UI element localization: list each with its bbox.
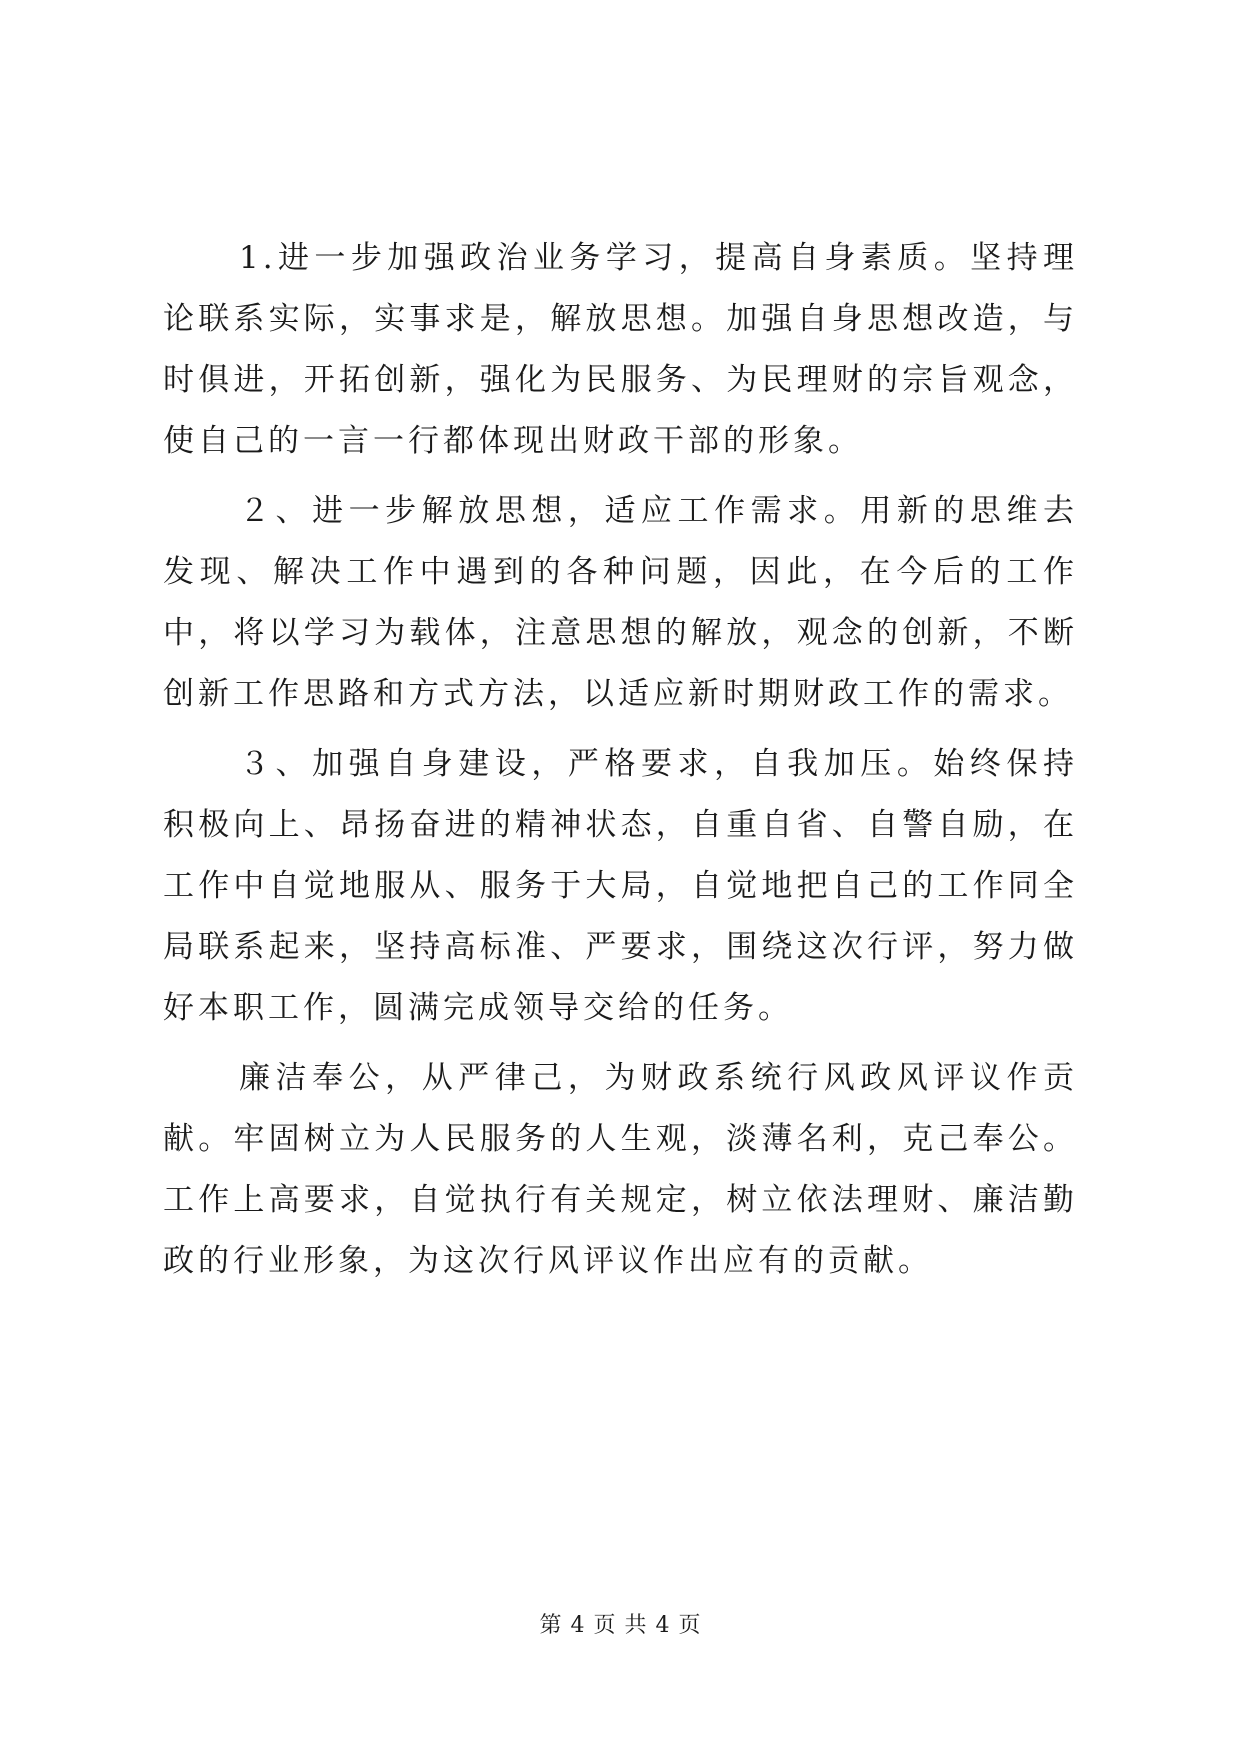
paragraph-1: 1.进一步加强政治业务学习，提高自身素质。坚持理论联系实际，实事求是，解放思想。加强自身思想改造，与时俱进，开拓创新，强化为民服务、为民理财的宗旨观念，使自己的一言一行都体现出财政干部的形象。 — [163, 240, 1078, 459]
paragraph-3: ３、加强自身建设，严格要求，自我加压。始终保持积极向上、昂扬奋进的精神状态，自重自省、自警自励，在工作中自觉地服从、服务于大局，自觉地把自己的工作同全局联系起来，坚持高标准、严要求，围绕这次行评，努力做好本职工作，圆满完成领导交给的任务。 — [163, 746, 1078, 1026]
paragraph-4: 廉洁奉公，从严律己，为财政系统行风政风评议作贡献。牢固树立为人民服务的人生观，淡薄名利，克己奉公。工作上高要求，自觉执行有关规定，树立依法理财、廉洁勤政的行业形象，为这次行风评议作出应有的贡献。 — [163, 1060, 1078, 1279]
paragraph-2: ２、进一步解放思想，适应工作需求。用新的思维去发现、解决工作中遇到的各种问题，因此，在今后的工作中，将以学习为载体，注意思想的解放，观念的创新，不断创新工作思路和方式方法，以适应新时期财政工作的需求。 — [163, 493, 1078, 712]
page-number-footer: 第 4 页 共 4 页 — [539, 1613, 702, 1638]
document-body — [163, 228, 1078, 1301]
